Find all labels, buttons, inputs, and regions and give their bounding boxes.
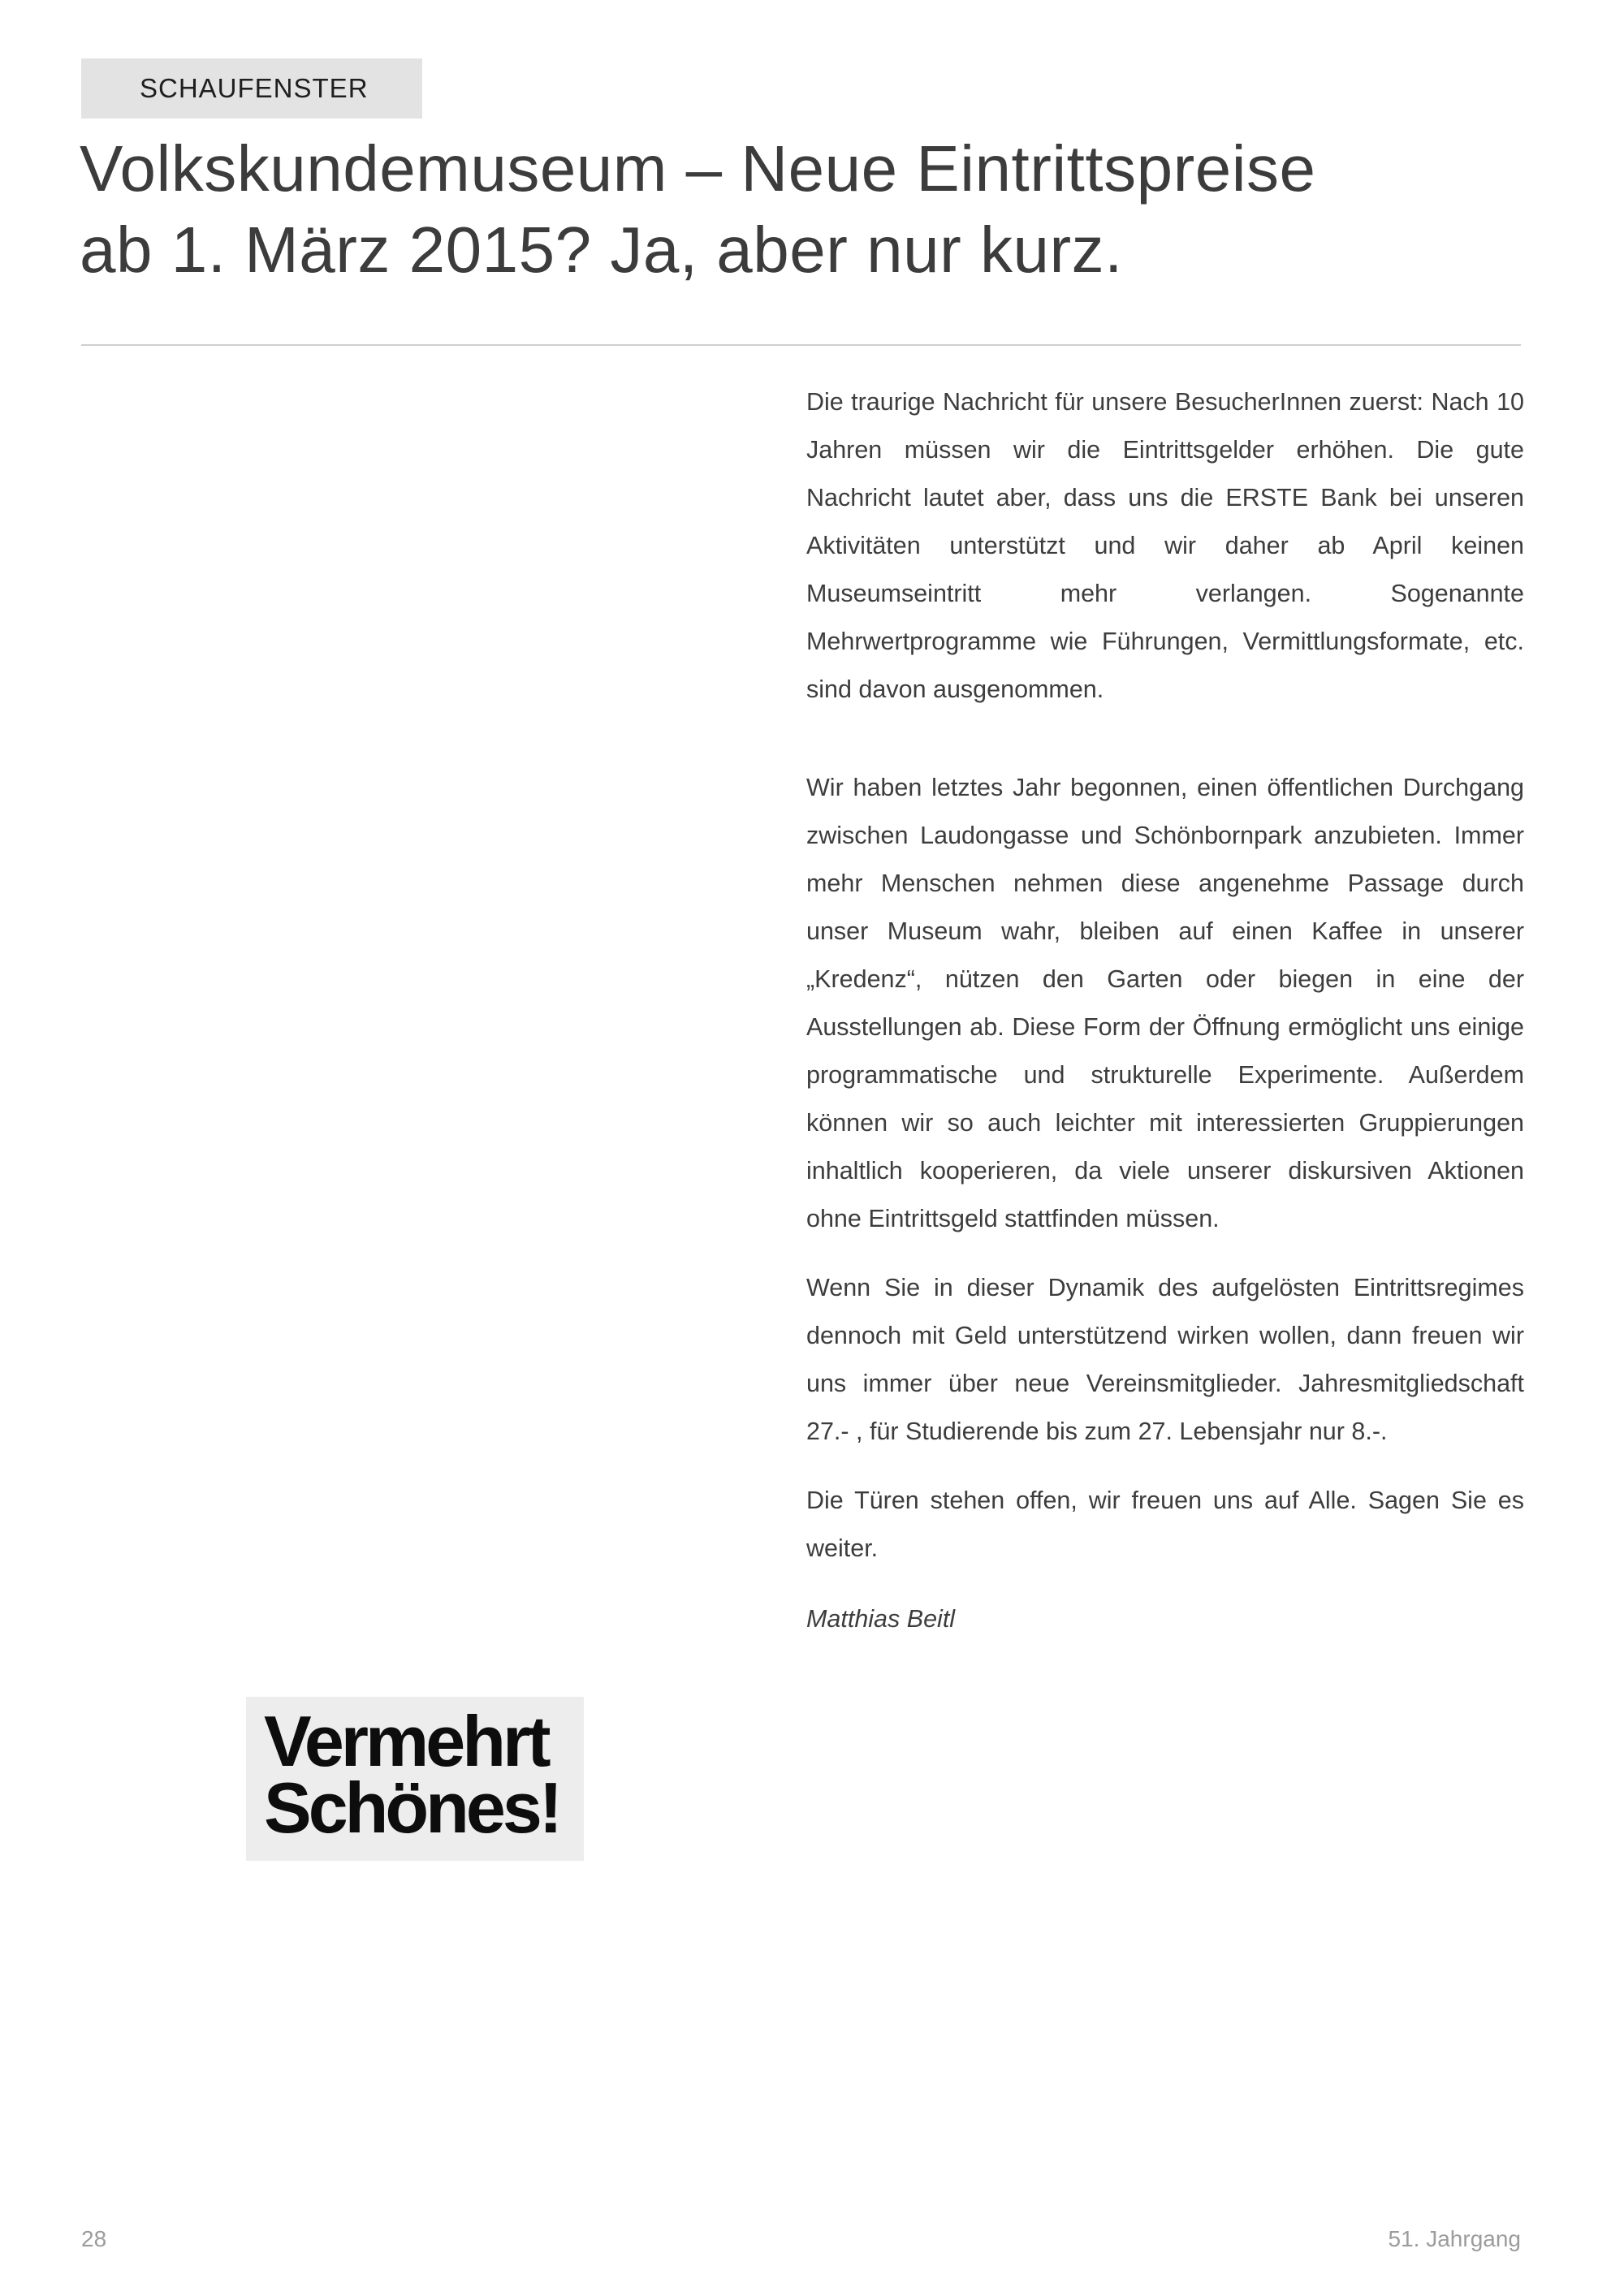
footer-volume: 51. Jahrgang bbox=[1388, 2226, 1521, 2251]
vermehrt-schoenes-logo bbox=[246, 1697, 584, 1861]
page-title-line-1: Volkskundemuseum – Neue Eintrittspreise bbox=[80, 132, 1316, 205]
article-signature: Matthias Beitl bbox=[806, 1605, 956, 1633]
article-body bbox=[806, 378, 1524, 1664]
logo-line-1: Vermehrt bbox=[264, 1701, 548, 1781]
article-paragraph: Wenn Sie in dieser Dynamik des aufgelösten Eintrittsregimes dennoch mit Geld unterstützend wirken wollen, dann freuen wir uns immer über neue Vereinsmitglieder. Jahresmitgliedschaft 27.- , für Studierende bis zum 27. Lebensjahr nur 8.-. bbox=[806, 1274, 1524, 1445]
kicker-text: SCHAUFENSTER bbox=[140, 73, 369, 103]
footer-page-number: 28 bbox=[81, 2226, 107, 2251]
divider-rule bbox=[81, 344, 1521, 346]
page-title bbox=[80, 128, 1315, 291]
article-paragraph: Wir haben letztes Jahr begonnen, einen öffentlichen Durchgang zwischen Laudongasse und Schönbornpark anzubieten. Immer mehr Menschen nehmen diese angenehme Passage durch unser Museum wahr, bleiben auf einen Kaffee in unserer „Kredenz“, nützen den Garten oder biegen in eine der Ausstellungen ab. Diese Form der Öffnung ermöglicht uns einige programmatische und strukturelle Experimente. Außerdem können wir so auch leichter mit interessierten Gruppierungen inhaltlich kooperieren, da viele unserer diskursiven Aktionen ohne Eintrittsgeld stattfinden müssen. bbox=[806, 774, 1524, 1232]
article-paragraph: Die traurige Nachricht für unsere BesucherInnen zuerst: Nach 10 Jahren müssen wir die Eintrittsgelder erhöhen. Die gute Nachricht lautet aber, dass uns die ERSTE Bank bei unseren Aktivitäten unterstützt und wir daher ab April keinen Museumseintritt mehr verlangen. Sogenannte Mehrwertprogramme wie Führungen, Vermittlungsformate, etc. sind davon ausgenommen. bbox=[806, 388, 1524, 703]
page-title-line-2: ab 1. März 2015? Ja, aber nur kurz. bbox=[80, 214, 1123, 286]
kicker-label bbox=[81, 58, 422, 119]
article-paragraph: Die Türen stehen offen, wir freuen uns auf Alle. Sagen Sie es weiter. bbox=[806, 1487, 1524, 1562]
logo-line-2: Schönes! bbox=[264, 1767, 560, 1848]
